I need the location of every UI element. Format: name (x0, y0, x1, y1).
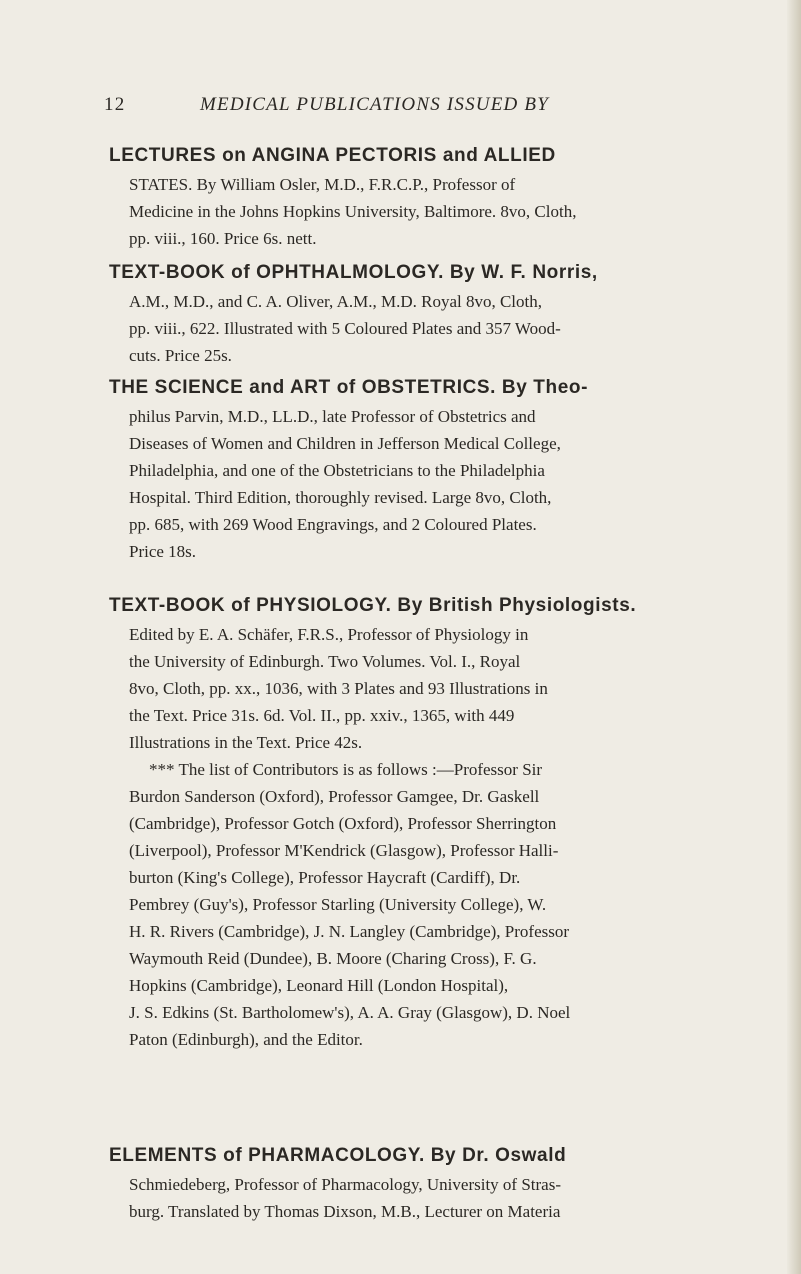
entry-line: pp. viii., 622. Illustrated with 5 Coloured Plates and 357 Wood- (129, 319, 561, 338)
entry-physiology (109, 590, 729, 1053)
contributors-line: (Liverpool), Professor M'Kendrick (Glasgow), Professor Halli- (129, 841, 559, 860)
entry-line: Edited by E. A. Schäfer, F.R.S., Professor of Physiology in (129, 625, 529, 644)
running-header (104, 94, 664, 120)
entry-line: pp. 685, with 269 Wood Engravings, and 2 Coloured Plates. (129, 515, 537, 534)
entry-title: TEXT-BOOK of PHYSIOLOGY. By British Physiologists. (109, 595, 637, 616)
entry-title: ELEMENTS of PHARMACOLOGY. By Dr. Oswald (109, 1145, 567, 1166)
entry-line: 8vo, Cloth, pp. xx., 1036, with 3 Plates and 93 Illustrations in (129, 679, 548, 698)
entry-line: burg. Translated by Thomas Dixson, M.B., Lecturer on Materia (129, 1202, 561, 1221)
header-title: MEDICAL PUBLICATIONS ISSUED BY (200, 94, 549, 115)
entry-line: Illustrations in the Text. Price 42s. (129, 733, 363, 752)
entry-line: the University of Edinburgh. Two Volumes. Vol. I., Royal (129, 652, 521, 671)
contributors-line: Pembrey (Guy's), Professor Starling (University College), W. (129, 895, 547, 914)
entry-title: LECTURES on ANGINA PECTORIS and ALLIED (109, 145, 556, 166)
contributors-line: Paton (Edinburgh), and the Editor. (129, 1030, 363, 1049)
entry-line: Hospital. Third Edition, thoroughly revised. Large 8vo, Cloth, (129, 488, 552, 507)
contributors-line: (Cambridge), Professor Gotch (Oxford), Professor Sherrington (129, 814, 557, 833)
contributors-line: Waymouth Reid (Dundee), B. Moore (Charing Cross), F. G. (129, 949, 537, 968)
contributors-line: Hopkins (Cambridge), Leonard Hill (London Hospital), (129, 976, 509, 995)
entry-pharmacology (109, 1140, 729, 1225)
entry-line: the Text. Price 31s. 6d. Vol. II., pp. xxiv., 1365, with 449 (129, 706, 515, 725)
entry-angina-pectoris (109, 140, 729, 252)
entry-line: Philadelphia, and one of the Obstetricians to the Philadelphia (129, 461, 545, 480)
entry-line: cuts. Price 25s. (129, 346, 232, 365)
entry-line: A.M., M.D., and C. A. Oliver, A.M., M.D. Royal 8vo, Cloth, (129, 292, 542, 311)
entry-line: Medicine in the Johns Hopkins University, Baltimore. 8vo, Cloth, (129, 202, 577, 221)
entry-title: THE SCIENCE and ART of OBSTETRICS. By Theo- (109, 377, 588, 398)
entry-line: philus Parvin, M.D., LL.D., late Professor of Obstetrics and (129, 407, 536, 426)
entry-line: Price 18s. (129, 542, 197, 561)
entry-line: STATES. By William Osler, M.D., F.R.C.P., Professor of (129, 175, 516, 194)
contributors-note: *** The list of Contributors is as follows :—Professor Sir (149, 760, 543, 779)
contributors-line: H. R. Rivers (Cambridge), J. N. Langley (Cambridge), Professor (129, 922, 570, 941)
entry-line: Diseases of Women and Children in Jefferson Medical College, (129, 434, 561, 453)
entry-line: pp. viii., 160. Price 6s. nett. (129, 229, 317, 248)
contributors-line: Burdon Sanderson (Oxford), Professor Gamgee, Dr. Gaskell (129, 787, 540, 806)
page-edge-shadow (787, 0, 801, 1274)
contributors-line: J. S. Edkins (St. Bartholomew's), A. A. Gray (Glasgow), D. Noel (129, 1003, 571, 1022)
entry-ophthalmology (109, 257, 729, 369)
entry-title: TEXT-BOOK of OPHTHALMOLOGY. By W. F. Norris, (109, 262, 598, 283)
entry-line: Schmiedeberg, Professor of Pharmacology, University of Stras- (129, 1175, 561, 1194)
contributors-line: burton (King's College), Professor Haycraft (Cardiff), Dr. (129, 868, 521, 887)
page-number: 12 (104, 94, 126, 115)
entry-obstetrics (109, 372, 729, 565)
